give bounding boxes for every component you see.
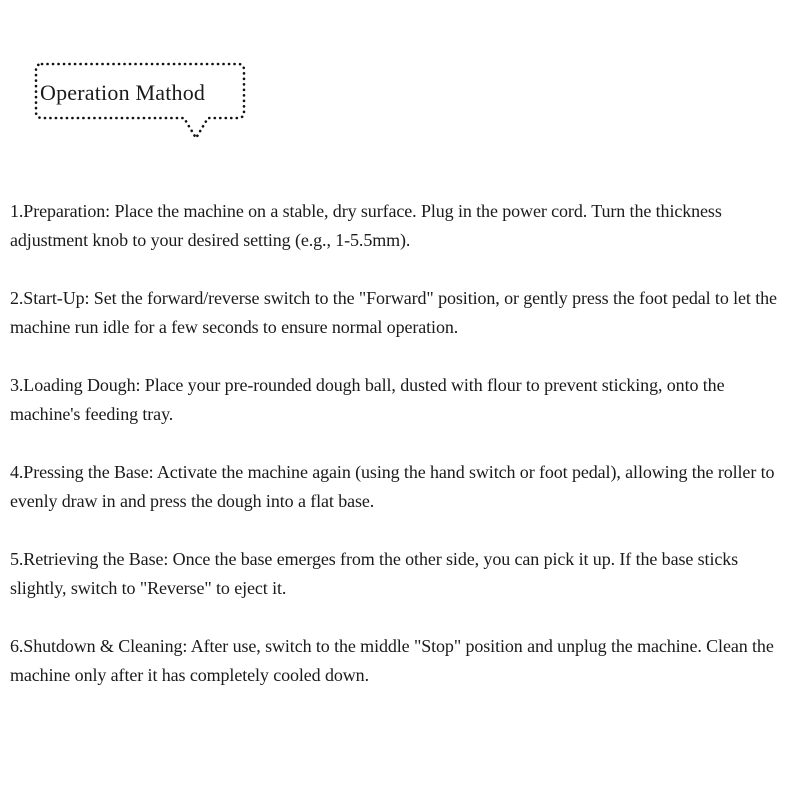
step-2-text: Set the forward/reverse switch to the "Forward" position, or gently press the foot pedal to let the machine run idle for a few seconds to ensure normal operation.	[10, 288, 777, 337]
step-4	[10, 458, 785, 516]
step-1-text: Place the machine on a stable, dry surface. Plug in the power cord. Turn the thickness adjustment knob to your desired setting (e.g., 1-5.5mm).	[10, 201, 722, 250]
step-4-text: Activate the machine again (using the hand switch or foot pedal), allowing the roller to evenly draw in and press the dough into a flat base.	[10, 462, 775, 511]
step-5-label: 5.Retrieving the Base:	[10, 549, 169, 569]
operation-steps	[10, 197, 785, 719]
step-2	[10, 284, 785, 342]
step-2-label: 2.Start-Up:	[10, 288, 90, 308]
step-1	[10, 197, 785, 255]
step-3	[10, 371, 785, 429]
step-6-text: After use, switch to the middle "Stop" position and unplug the machine. Clean the machine only after it has completely cooled down.	[10, 636, 774, 685]
page-title: Operation Mathod	[40, 80, 206, 105]
step-6-label: 6.Shutdown & Cleaning:	[10, 636, 188, 656]
step-6	[10, 632, 785, 690]
step-5	[10, 545, 785, 603]
step-1-label: 1.Preparation:	[10, 201, 111, 221]
step-4-label: 4.Pressing the Base:	[10, 462, 154, 482]
step-3-text: Place your pre-rounded dough ball, dusted with flour to prevent sticking, onto the machine's feeding tray.	[10, 375, 725, 424]
step-5-text: Once the base emerges from the other side, you can pick it up. If the base sticks slightly, switch to "Reverse" to eject it.	[10, 549, 739, 598]
step-3-label: 3.Loading Dough:	[10, 375, 141, 395]
title-speech-bubble	[34, 62, 246, 142]
